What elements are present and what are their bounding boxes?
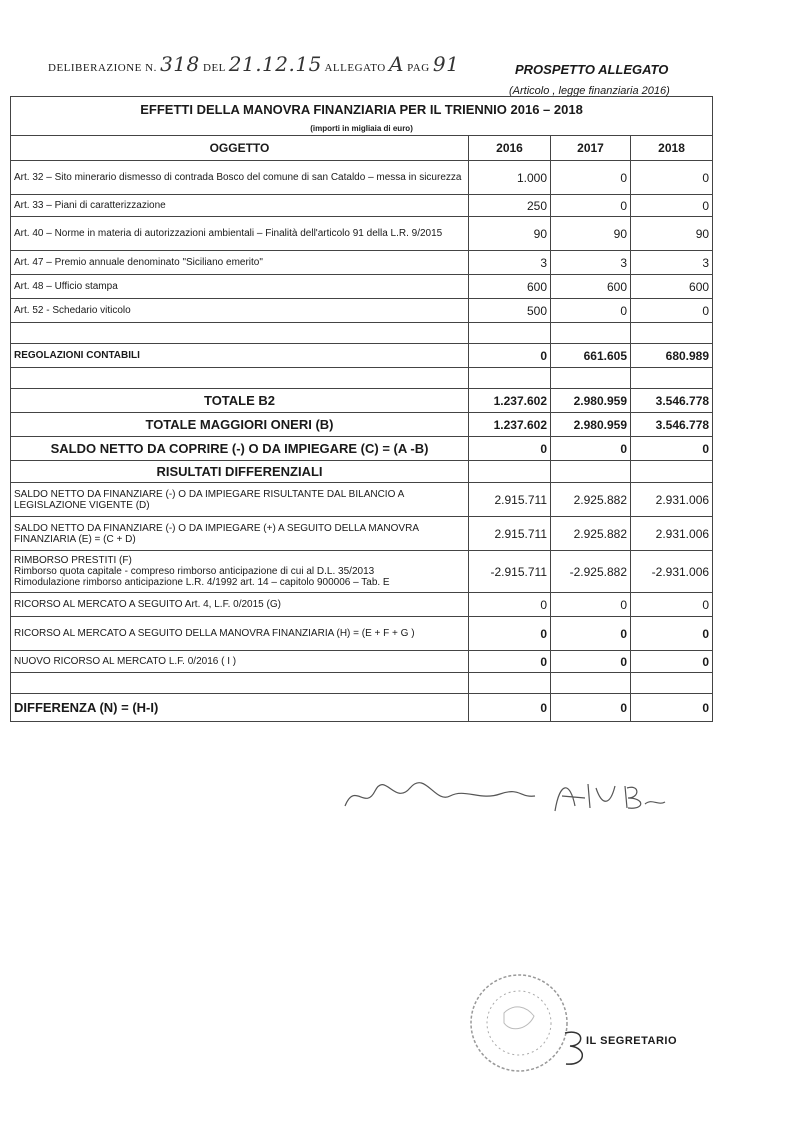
cell-2018: 3 [631,251,713,275]
cell-2017: 2.980.959 [551,389,631,413]
row-label: Art. 52 - Schedario viticolo [11,299,469,323]
cell-2016: 1.237.602 [469,413,551,437]
saldo-row [11,437,713,461]
official-stamp [464,968,574,1078]
row-label: RICORSO AL MERCATO A SEGUITO Art. 4, L.F. 0/2015 (G) [11,593,469,617]
cell-2018: 3.546.778 [631,389,713,413]
delibera-number: 318 [160,52,200,76]
cell-2018: 2.931.006 [631,483,713,517]
cell-2017: 0 [551,694,631,722]
row-label: Art. 32 – Sito minerario dismesso di contrada Bosco del comune di san Cataldo – messa in sicurezza [11,161,469,195]
cell-2018: 3.546.778 [631,413,713,437]
row-label: TOTALE MAGGIORI ONERI (B) [11,413,469,437]
cell-2017: 2.980.959 [551,413,631,437]
cell-2017: 0 [551,593,631,617]
manovra-table [10,96,713,722]
cell-2017: 600 [551,275,631,299]
delibera-date: 21.12.15 [228,52,322,76]
del-label: DEL [203,62,226,74]
row-label: SALDO NETTO DA FINANZIARE (-) O DA IMPIEGARE (+) A SEGUITO DELLA MANOVRA FINANZIARIA (E) = (C + D) [11,517,469,551]
cell-2016: 2.915.711 [469,483,551,517]
secretary-signature [560,1028,590,1068]
cell-2016: 250 [469,195,551,217]
allegato-letter: A [388,52,404,76]
pag-label: PAG [407,62,430,74]
cell-2018: 90 [631,217,713,251]
row-label: NUOVO RICORSO AL MERCATO L.F. 0/2016 ( I ) [11,651,469,673]
row-label: SALDO NETTO DA FINANZIARE (-) O DA IMPIEGARE RISULTANTE DAL BILANCIO A LEGISLAZIONE VIGENTE (D) [11,483,469,517]
table-title: EFFETTI DELLA MANOVRA FINANZIARIA PER IL TRIENNIO 2016 – 2018 [11,97,713,122]
table-row [11,275,713,299]
handwritten-signatures [340,776,670,816]
header-2017: 2017 [551,136,631,161]
cell-2017: 0 [551,161,631,195]
cell-2016: 3 [469,251,551,275]
delibera-prefix: DELIBERAZIONE N. [48,62,157,74]
header-2016: 2016 [469,136,551,161]
cell-2016: 600 [469,275,551,299]
cell-2016: 1.237.602 [469,389,551,413]
table-row [11,517,713,551]
cell-2018: 0 [631,437,713,461]
row-label: Art. 33 – Piani di caratterizzazione [11,195,469,217]
cell-2017: 90 [551,217,631,251]
cell-2016: 0 [469,617,551,651]
cell-2017: 0 [551,437,631,461]
cell-2018: 0 [631,299,713,323]
cell-2016: 90 [469,217,551,251]
cell-2018: -2.931.006 [631,551,713,593]
cell-2018: 0 [631,161,713,195]
cell-2017: 2.925.882 [551,483,631,517]
table-row [11,161,713,195]
totale-oneri-row [11,413,713,437]
table-row [11,551,713,593]
row-label: DIFFERENZA (N) = (H-I) [11,694,469,722]
table-row [11,483,713,517]
table-row [11,617,713,651]
delibera-header [48,52,459,76]
spacer-row [11,673,713,694]
page-number: 91 [432,52,460,76]
cell-2018: 0 [631,617,713,651]
totale-b2-row [11,389,713,413]
cell-2016: 2.915.711 [469,517,551,551]
row-label: TOTALE B2 [11,389,469,413]
row-label: RICORSO AL MERCATO A SEGUITO DELLA MANOVRA FINANZIARIA (H) = (E + F + G ) [11,617,469,651]
table-row [11,593,713,617]
row-label-line3: Rimodulazione rimborso anticipazione L.R. 4/1992 art. 14 – capitolo 900006 – Tab. E [14,577,390,588]
cell-2016: 0 [469,344,551,368]
table-row [11,217,713,251]
row-label: REGOLAZIONI CONTABILI [11,344,469,368]
cell-2017: 2.925.882 [551,517,631,551]
row-label: RIMBORSO PRESTITI (F) [14,555,132,566]
cell-2016: 500 [469,299,551,323]
cell-2016: 0 [469,593,551,617]
cell-2017: 0 [551,651,631,673]
cell-2017: 0 [551,299,631,323]
table-row [11,251,713,275]
cell-2017: 661.605 [551,344,631,368]
cell-2016: 0 [469,437,551,461]
spacer-row [11,323,713,344]
row-label-line2: Rimborso quota capitale - compreso rimborso anticipazione di cui al D.L. 35/2013 [14,566,375,577]
risultati-title: RISULTATI DIFFERENZIALI [11,461,469,483]
cell-2017: 0 [551,617,631,651]
header-oggetto: OGGETTO [11,136,469,161]
cell-2018: 600 [631,275,713,299]
row-label: Art. 48 – Ufficio stampa [11,275,469,299]
articolo-note: (Articolo , legge finanziaria 2016) [509,85,670,97]
cell-2017: 3 [551,251,631,275]
cell-2017: 0 [551,195,631,217]
table-row [11,651,713,673]
cell-2016: 0 [469,651,551,673]
table-row [11,299,713,323]
column-headers [11,136,713,161]
spacer-row [11,368,713,389]
segretario-label: IL SEGRETARIO [586,1035,678,1047]
cell-2016: 1.000 [469,161,551,195]
table-row [11,195,713,217]
cell-2017: -2.925.882 [551,551,631,593]
allegato-label: ALLEGATO [324,62,386,74]
row-label: Art. 47 – Premio annuale denominato "Siciliano emerito" [11,251,469,275]
table-subtitle: (importi in migliaia di euro) [11,121,713,136]
cell-2018: 0 [631,195,713,217]
header-2018: 2018 [631,136,713,161]
cell-2018: 0 [631,593,713,617]
cell-2016: 0 [469,694,551,722]
regolazioni-row [11,344,713,368]
cell-2018: 2.931.006 [631,517,713,551]
cell-2018: 680.989 [631,344,713,368]
row-label: Art. 40 – Norme in materia di autorizzazioni ambientali – Finalità dell'articolo 91 della L.R. 9/2015 [11,217,469,251]
prospetto-title: PROSPETTO ALLEGATO [515,62,669,77]
cell-2018: 0 [631,694,713,722]
cell-2016: -2.915.711 [469,551,551,593]
cell-2018: 0 [631,651,713,673]
risultati-title-row [11,461,713,483]
row-label: SALDO NETTO DA COPRIRE (-) O DA IMPIEGARE (C) = (A -B) [11,437,469,461]
rimborso-cell [11,551,469,593]
differenza-row [11,694,713,722]
